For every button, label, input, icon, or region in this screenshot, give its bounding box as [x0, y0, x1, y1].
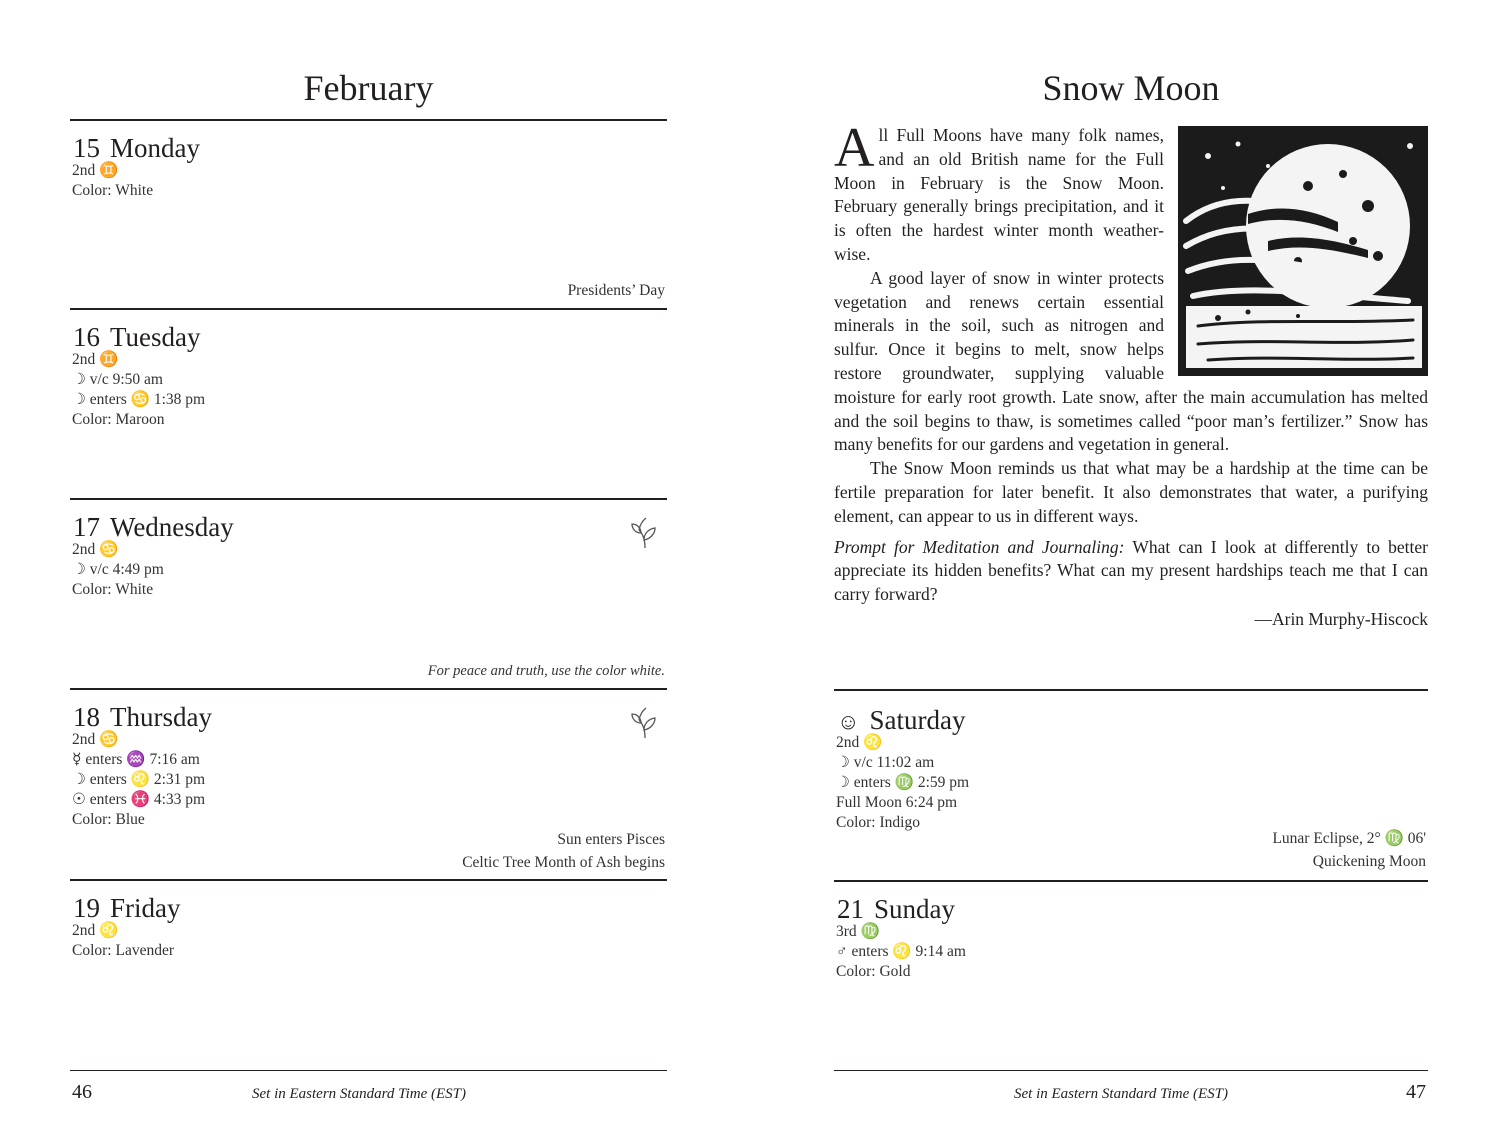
day-number: 18 — [73, 702, 100, 732]
moon-name-note: Quickening Moon — [1312, 853, 1426, 870]
day-heading — [73, 891, 181, 925]
moon-phase-line: 2nd ♋ — [72, 541, 119, 558]
day-details — [72, 350, 205, 430]
prompt-text: What can I look at differently to better appreciate its hidden benefits? What can my present hardships teach me that I can carry forward? — [834, 536, 1429, 605]
color-line: Color: White — [72, 182, 154, 199]
moon-phase-line: 2nd ♌ — [836, 734, 883, 751]
full-moon-line: Full Moon 6:24 pm — [836, 794, 958, 811]
moon-phase-line: 2nd ♋ — [72, 731, 119, 748]
day-block-saturday — [834, 689, 1428, 882]
sprout-icon — [629, 516, 659, 550]
day-name: Saturday — [869, 705, 966, 735]
event-note: Sun enters Pisces — [557, 831, 665, 848]
day-details — [72, 161, 153, 201]
color-tip: For peace and truth, use the color white. — [427, 663, 665, 679]
astro-event-line: ☽ v/c 11:02 am — [836, 754, 935, 771]
day-details — [72, 540, 164, 600]
full-moon-icon: ☺ — [837, 709, 860, 734]
day-block-thursday — [70, 688, 667, 881]
day-notes — [568, 279, 665, 302]
day-details — [72, 921, 174, 961]
page-footer — [834, 1070, 1428, 1111]
moon-phase-line: 3rd ♍ — [836, 923, 880, 940]
day-number: 17 — [73, 512, 100, 542]
astro-event-line: ☽ v/c 4:49 pm — [72, 561, 164, 578]
essay-author: —Arin Murphy-Hiscock — [1254, 608, 1428, 629]
day-number: 21 — [837, 894, 864, 924]
day-heading — [73, 131, 200, 165]
day-block-tuesday — [70, 308, 667, 500]
right-page — [834, 0, 1428, 1143]
essay-paragraph: The Snow Moon reminds us that what may be a hardship at the time can be fertile preparation for later benefit. It also demonstrates that water, a purifying element, can appear to us in different ways. — [834, 458, 1428, 526]
astro-event-line: ☽ v/c 9:50 am — [72, 371, 163, 388]
drop-cap: A — [834, 117, 875, 179]
astro-event-line: ☿ enters ♒ 7:16 am — [72, 751, 200, 768]
meditation-prompt — [834, 536, 1428, 607]
timezone-note: Set in Eastern Standard Time (EST) — [1014, 1086, 1229, 1102]
astro-event-line: ☽ enters ♌ 2:31 pm — [72, 771, 206, 788]
day-heading — [73, 700, 212, 734]
color-line: Color: White — [72, 581, 154, 598]
day-number: 15 — [73, 133, 100, 163]
essay-title: Snow Moon — [1042, 68, 1220, 108]
page-number: 46 — [72, 1081, 92, 1103]
eclipse-note: Lunar Eclipse, 2° ♍ 06' — [1272, 830, 1426, 847]
day-details — [72, 730, 205, 830]
color-line: Color: Lavender — [72, 942, 175, 959]
month-title: February — [303, 68, 434, 108]
day-heading — [837, 892, 955, 926]
day-block-wednesday — [70, 498, 667, 690]
color-line: Color: Indigo — [836, 814, 920, 831]
color-line: Color: Gold — [836, 963, 911, 980]
astro-event-line: ☉ enters ♓ 4:33 pm — [72, 791, 206, 808]
day-number: 19 — [73, 893, 100, 923]
day-details — [836, 733, 969, 833]
day-heading — [73, 510, 234, 544]
sprout-icon — [629, 706, 659, 740]
day-name: Friday — [110, 893, 181, 923]
essay-paragraph: A good layer of snow in winter protects vegetation and renews certain essential minerals in the soil, such as nitrogen and sulfur. Once it begins to melt, snow helps restore groundwater, supplying valuable moisture for early root growth. Late snow, after the main accumulation has melted and the soil begins to thaw, is sometimes called “poor man’s fertilizer.” Snow has many benefits for our gardens and vegetation in general. — [834, 267, 1428, 455]
day-name: Tuesday — [110, 322, 201, 352]
day-name: Wednesday — [110, 512, 234, 542]
essay — [834, 117, 1429, 632]
day-details — [836, 922, 966, 982]
event-note: Celtic Tree Month of Ash begins — [462, 854, 665, 871]
astro-event-line: ♂ enters ♌ 9:14 am — [836, 943, 966, 960]
day-name: Thursday — [110, 702, 212, 732]
day-name: Monday — [110, 133, 200, 163]
page-footer — [70, 1070, 667, 1111]
astro-event-line: ☽ enters ♋ 1:38 pm — [72, 391, 206, 408]
moon-phase-line: 2nd ♌ — [72, 922, 119, 939]
color-line: Color: Blue — [72, 811, 145, 828]
day-block-sunday — [834, 880, 1428, 1071]
day-heading — [73, 320, 201, 354]
left-page — [70, 0, 667, 1143]
essay-paragraph: All Full Moons have many folk names, and an old British name for the Full Moon in February is the Snow Moon. February generally brings precipitation, and it is often the hardest winter month weather-wise. — [834, 117, 1164, 264]
day-number: 16 — [73, 322, 100, 352]
day-notes — [462, 828, 665, 874]
day-name: Sunday — [874, 894, 955, 924]
day-notes — [1272, 827, 1426, 873]
page-number: 47 — [1406, 1081, 1426, 1103]
day-block-friday — [70, 879, 667, 1071]
timezone-note: Set in Eastern Standard Time (EST) — [252, 1086, 467, 1102]
moon-phase-line: 2nd ♊ — [72, 351, 119, 368]
day-block-monday — [70, 119, 667, 310]
moon-phase-line: 2nd ♊ — [72, 162, 119, 179]
snow-moon-woodcut-image — [1178, 126, 1428, 376]
holiday-note: Presidents’ Day — [567, 282, 665, 299]
color-line: Color: Maroon — [72, 411, 165, 428]
prompt-label: Prompt for Meditation and Journaling: — [834, 536, 1125, 557]
astro-event-line: ☽ enters ♍ 2:59 pm — [836, 774, 970, 791]
